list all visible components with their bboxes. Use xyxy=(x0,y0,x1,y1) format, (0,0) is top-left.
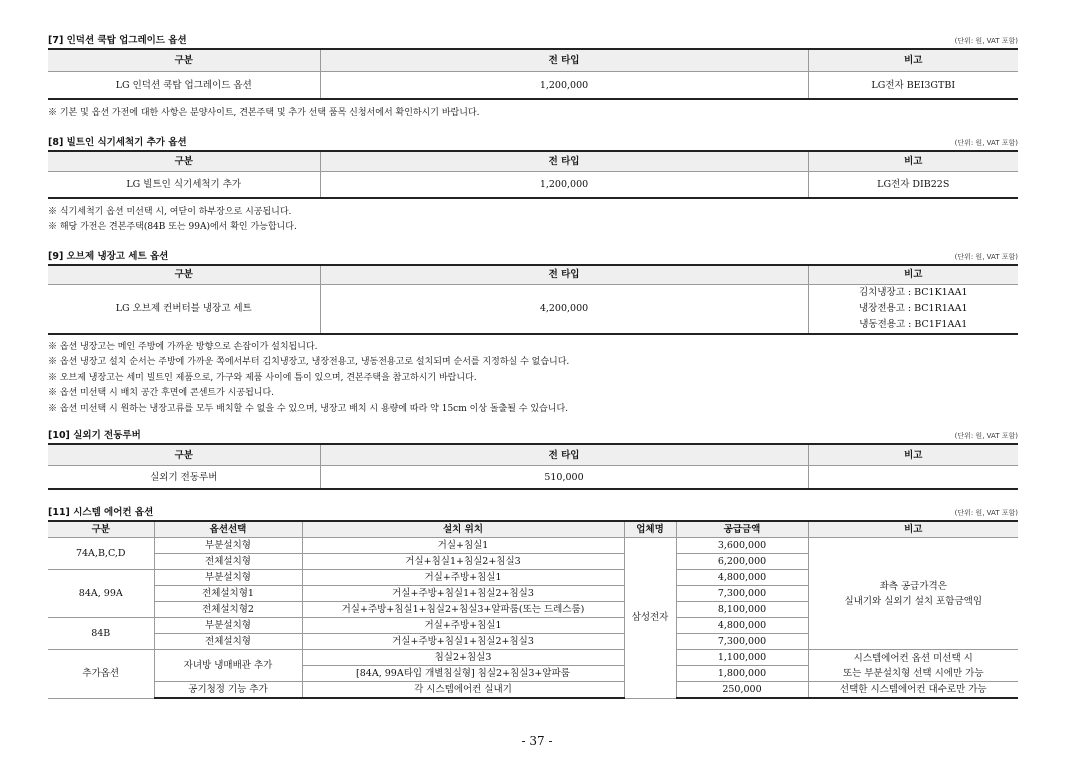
option-cell: 부분설치형 xyxy=(154,538,302,554)
option-cell: 전체설치형 xyxy=(154,554,302,570)
unit-note: (단위: 원, VAT 포함) xyxy=(954,37,1018,45)
section-10 xyxy=(48,425,1018,490)
location-cell: 거실+침실1+침실2+침실3 xyxy=(302,554,624,570)
induction-option-table xyxy=(48,48,1018,100)
price-cell: 1,800,000 xyxy=(676,666,808,682)
cell-remark xyxy=(808,284,1018,334)
group-cell: 추가옵션 xyxy=(48,650,154,699)
header-all-types: 전 타입 xyxy=(320,265,808,285)
price-cell: 3,600,000 xyxy=(676,538,808,554)
location-cell: 거실+주방+침실1 xyxy=(302,618,624,634)
price-cell: 4,800,000 xyxy=(676,618,808,634)
location-cell: 거실+침실1 xyxy=(302,538,624,554)
cell-price: 510,000 xyxy=(320,466,808,490)
section-title: [10] 실외기 전동루버 xyxy=(48,430,141,441)
section-title: [7] 인덕션 쿡탑 업그레이드 옵션 xyxy=(48,35,187,46)
cell-item: LG 인덕션 쿡탑 업그레이드 옵션 xyxy=(48,72,320,100)
header-category: 구분 xyxy=(48,265,320,285)
price-cell: 7,300,000 xyxy=(676,586,808,602)
section-11 xyxy=(48,502,1018,699)
document-page xyxy=(48,30,1018,699)
location-cell: 각 시스템에어컨 실내기 xyxy=(302,682,624,699)
note: ※ 해당 가전은 견본주택(84B 또는 99A)에서 확인 가능합니다. xyxy=(48,222,297,232)
remark-line: 실내기와 실외기 설치 포함금액임 xyxy=(844,595,983,607)
price-cell: 4,800,000 xyxy=(676,570,808,586)
model-kimchi: 김치냉장고 : BC1K1AA1 xyxy=(858,286,968,298)
header-all-types: 전 타입 xyxy=(320,151,808,172)
header-vendor: 업체명 xyxy=(624,521,676,538)
location-cell: 침실2+침실3 xyxy=(302,650,624,666)
option-cell: 부분설치형 xyxy=(154,618,302,634)
cell-item: LG 빌트인 식기세척기 추가 xyxy=(48,171,320,198)
unit-note: (단위: 원, VAT 포함) xyxy=(954,138,1018,147)
header-remark: 비고 xyxy=(808,444,1018,466)
option-cell: 부분설치형 xyxy=(154,570,302,586)
location-cell: [84A, 99A타입 개별침실형] 침실2+침실3+알파룸 xyxy=(302,666,624,682)
note: ※ 식기세척기 옵션 미선택 시, 여닫이 하부장으로 시공됩니다. xyxy=(48,206,292,217)
price-cell: 250,000 xyxy=(676,682,808,699)
cell-item: LG 오브제 컨버터블 냉장고 세트 xyxy=(48,284,320,334)
option-cell: 전체설치형2 xyxy=(154,602,302,618)
option-cell: 전체설치형1 xyxy=(154,586,302,602)
remark-line: 또는 부분설치형 선택 시에만 가능 xyxy=(842,667,984,679)
remark-line: 시스템에어컨 옵션 미선택 시 xyxy=(853,652,973,664)
location-cell: 거실+주방+침실1+침실2+침실3 xyxy=(302,586,624,602)
cell-remark: LG전자 DIB22S xyxy=(808,171,1018,198)
vendor-cell: 삼성전자 xyxy=(624,538,676,699)
system-aircon-table xyxy=(48,520,1018,699)
remark-cell xyxy=(808,538,1018,650)
header-all-types: 전 타입 xyxy=(320,444,808,466)
section-title: [11] 시스템 에어컨 옵션 xyxy=(48,507,154,518)
option-cell: 자녀방 냉매배관 추가 xyxy=(154,650,302,682)
note: ※ 오브제 냉장고는 세미 빌트인 제품으로, 가구와 제품 사이에 틈이 있으며, 견본주택을 참고하시기 바랍니다. xyxy=(48,372,477,383)
remark-line: 좌측 공급가격은 xyxy=(879,580,947,592)
table-row xyxy=(48,650,1018,666)
table-row xyxy=(48,284,1018,334)
location-cell: 거실+주방+침실1 xyxy=(302,570,624,586)
refrigerator-option-table xyxy=(48,264,1018,335)
table-row xyxy=(48,72,1018,100)
header-remark: 비고 xyxy=(808,521,1018,538)
section-title: [9] 오브제 냉장고 세트 옵션 xyxy=(48,250,169,262)
note: ※ 옵션 냉장고 설치 순서는 주방에 가까운 쪽에서부터 김치냉장고, 냉장전용고, 냉동전용고로 설치되며 순서를 지정하실 수 없습니다. xyxy=(48,357,570,367)
header-price: 공급금액 xyxy=(676,521,808,538)
location-cell: 거실+주방+침실1+침실2+침실3 xyxy=(302,634,624,650)
unit-note: (단위: 원, VAT 포함) xyxy=(954,252,1018,261)
option-cell: 전체설치형 xyxy=(154,634,302,650)
header-category: 구분 xyxy=(48,444,320,466)
group-cell: 74A,B,C,D xyxy=(48,538,154,570)
header-remark: 비고 xyxy=(808,49,1018,72)
model-freezer: 냉동전용고 : BC1F1AA1 xyxy=(859,318,968,330)
unit-note: (단위: 원, VAT 포함) xyxy=(954,509,1018,517)
price-cell: 8,100,000 xyxy=(676,602,808,618)
cell-item: 실외기 전동루버 xyxy=(48,466,320,490)
table-row xyxy=(48,466,1018,490)
section-9 xyxy=(48,246,1018,418)
header-remark: 비고 xyxy=(808,151,1018,172)
location-cell: 거실+주방+침실1+침실2+침실3+알파룸(또는 드레스룸) xyxy=(302,602,624,618)
page-number: - 37 - xyxy=(521,734,553,748)
note: ※ 옵션 냉장고는 메인 주방에 가까운 방향으로 손잡이가 설치됩니다. xyxy=(48,341,318,352)
header-all-types: 전 타입 xyxy=(320,49,808,72)
note: ※ 옵션 미선택 시 배치 공간 후면에 콘센트가 시공됩니다. xyxy=(48,388,275,398)
price-cell: 6,200,000 xyxy=(676,554,808,570)
louver-option-table xyxy=(48,443,1018,490)
model-fridge: 냉장전용고 : BC1R1AA1 xyxy=(858,302,968,314)
cell-price: 4,200,000 xyxy=(320,284,808,334)
table-row xyxy=(48,171,1018,198)
group-cell: 84B xyxy=(48,618,154,650)
table-row xyxy=(48,682,1018,699)
note: ※ 기본 및 옵션 가전에 대한 사항은 분양사이트, 견본주택 및 추가 선택 품목 신청서에서 확인하시기 바랍니다. xyxy=(48,108,480,118)
price-cell: 7,300,000 xyxy=(676,634,808,650)
cell-price: 1,200,000 xyxy=(320,72,808,100)
header-category: 구분 xyxy=(48,151,320,172)
group-cell: 84A, 99A xyxy=(48,570,154,618)
table-row xyxy=(48,538,1018,554)
cell-remark xyxy=(808,466,1018,490)
header-category: 구분 xyxy=(48,49,320,72)
section-title: [8] 빌트인 식기세척기 추가 옵션 xyxy=(48,136,187,148)
header-remark: 비고 xyxy=(808,265,1018,285)
header-location: 설치 위치 xyxy=(302,521,624,538)
header-option: 옵션선택 xyxy=(154,521,302,538)
cell-remark: LG전자 BEI3GTBI xyxy=(808,72,1018,100)
cell-price: 1,200,000 xyxy=(320,171,808,198)
remark-cell: 선택한 시스템에어컨 대수로만 가능 xyxy=(808,682,1018,699)
price-cell: 1,100,000 xyxy=(676,650,808,666)
dishwasher-option-table xyxy=(48,150,1018,199)
unit-note: (단위: 원, VAT 포함) xyxy=(954,432,1018,440)
section-7 xyxy=(48,30,1018,122)
remark-cell xyxy=(808,650,1018,682)
header-category: 구분 xyxy=(48,521,154,538)
note: ※ 옵션 미선택 시 원하는 냉장고류를 모두 배치할 수 없을 수 있으며, 냉장고 배치 시 용량에 따라 약 15cm 이상 돌출될 수 있습니다. xyxy=(48,403,569,414)
section-8 xyxy=(48,132,1018,236)
option-cell: 공기청정 기능 추가 xyxy=(154,682,302,699)
